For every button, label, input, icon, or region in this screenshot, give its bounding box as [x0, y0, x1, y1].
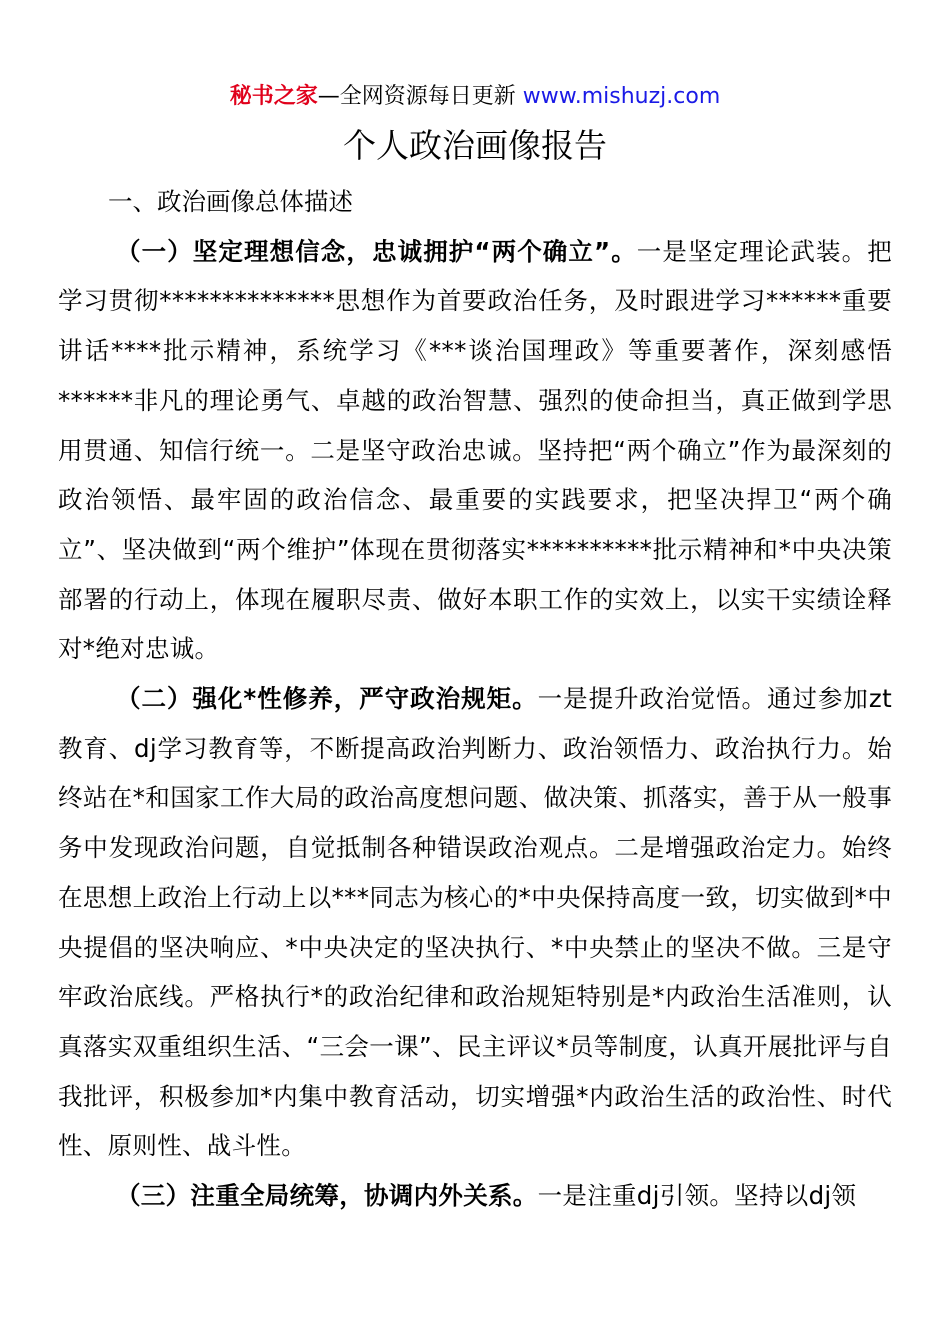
paragraph-text: 一是提升政治觉悟。通过参加zt教育、dj学习教育等，不断提高政治判断力、政治领悟力、政治执行力。始终站在*和国家工作大局的政治高度想问题、做决策、抓落实，善于从一般事务中发现政治问题，自觉抵制各种错误政治观点。二是增强政治定力。始终在思想上政治上行动上以***同志为核心的*中央保持高度一致，切实做到*中央提倡的坚决响应、*中央决定的坚决执行、*中央禁止的坚决不做。三是守牢政治底线。严格执行*的政治纪律和政治规矩特别是*内政治生活准则，认真落实双重组织生活、“三会一课”、民主评议*员等制度，认真开展批评与自我批评，积极参加*内集中教育活动，切实增强*内政治生活的政治性、时代性、原则性、战斗性。 [58, 684, 892, 1161]
paragraph-text: 一是坚定理论武装。把学习贯彻**************思想作为首要政治任务，及时跟进学习******重要讲话****批示精神，系统学习《***谈治国理政》等重要著作，深刻感悟******非凡的理论勇气、卓越的政治智慧、强烈的使命担当，真正做到学思用贯通、知信行统一。二是坚守政治忠诚。坚持把“两个确立”作为最深刻的政治领悟、最牢固的政治信念、最重要的实践要求，把坚决捍卫“两个确立”、坚决做到“两个维护”体现在贯彻落实**********批示精神和*中央决策部署的行动上，体现在履职尽责、做好本职工作的实效上，以实干实绩诠释对*绝对忠诚。 [58, 236, 892, 664]
paragraph-2 [58, 674, 892, 1171]
paragraph-3 [58, 1171, 892, 1221]
section-heading: 一、政治画像总体描述 [108, 187, 353, 216]
brand-name: 秘书之家 [229, 84, 318, 109]
page-title: 个人政治画像报告 [343, 126, 607, 165]
document-body [58, 177, 892, 1221]
paragraph-lead: （一）坚定理想信念，忠诚拥护“两个确立”。 [116, 236, 637, 266]
header-slogan: —全网资源每日更新 [317, 84, 516, 109]
paragraph-lead: （三）注重全局统筹，协调内外关系。 [116, 1181, 538, 1211]
site-url[interactable]: www.mishuzj.com [522, 84, 721, 109]
paragraph-lead: （二）强化*性修养，严守政治规矩。 [116, 684, 538, 714]
paragraph-text: 一是注重dj引领。坚持以dj领 [537, 1181, 857, 1211]
site-header [0, 82, 950, 112]
paragraph-1 [58, 227, 892, 674]
